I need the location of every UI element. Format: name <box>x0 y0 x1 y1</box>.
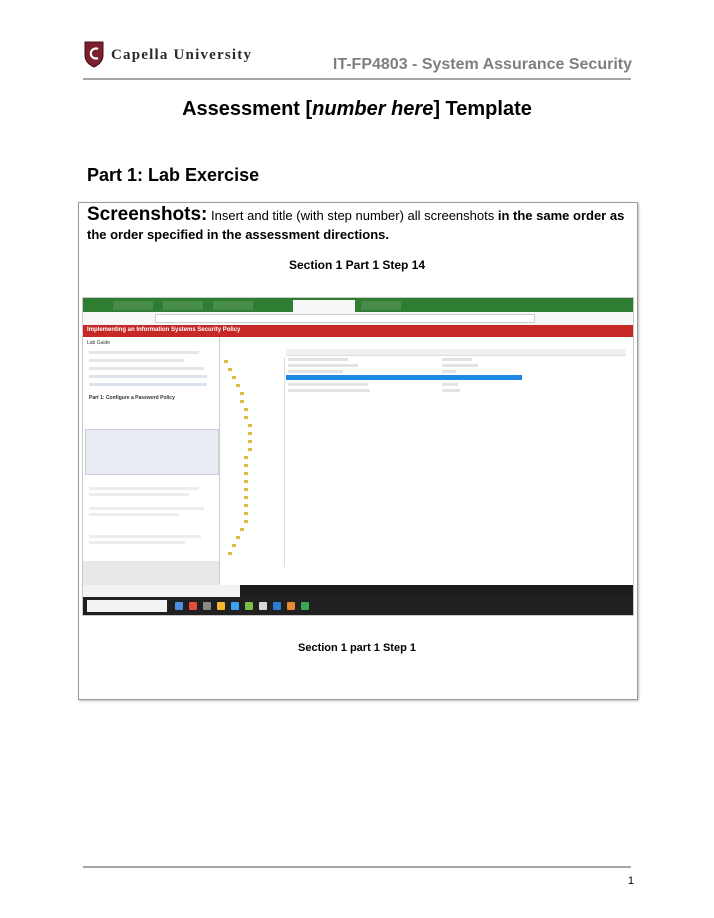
taskbar-search <box>87 600 167 612</box>
policy-tree <box>222 357 285 567</box>
title-suffix: ] Template <box>433 98 532 120</box>
university-name: Capella University <box>111 47 253 63</box>
course-code: IT-FP4803 - System Assurance Security <box>332 56 632 73</box>
windows-taskbar <box>83 597 633 615</box>
page-number: 1 <box>627 875 634 887</box>
page-title <box>0 98 714 121</box>
lab-screenshot <box>82 297 634 616</box>
selected-policy-row <box>286 375 522 380</box>
url-field <box>155 314 535 323</box>
header-rule <box>83 78 631 80</box>
caption-first: Section 1 Part 1 Step 14 <box>288 258 426 272</box>
lab-guide-subheading: Part 1: Configure a Password Policy <box>89 395 175 401</box>
vm-toolbar <box>240 585 633 597</box>
title-prefix: Assessment [ <box>182 98 313 120</box>
lab-guide-heading: Lab Guide <box>87 340 111 346</box>
title-placeholder: number here <box>312 98 434 120</box>
shield-icon <box>83 40 105 68</box>
policy-grid <box>286 349 626 409</box>
screenshots-emphasis: in the same order as the order specified in the assessment directions. <box>87 208 625 242</box>
screenshots-instruction: Insert and title (with step number) all screenshots <box>211 208 495 223</box>
browser-address-bar <box>83 312 633 326</box>
lab-guide-pane <box>83 337 220 585</box>
group-policy-editor <box>220 337 633 585</box>
caption-second: Section 1 part 1 Step 1 <box>298 642 416 654</box>
part1-heading: Part 1: Lab Exercise <box>87 165 260 185</box>
lab-banner <box>83 325 633 337</box>
footer-rule <box>83 866 631 868</box>
screenshots-label: Screenshots: <box>87 204 208 225</box>
lab-guide-dialog <box>85 429 219 475</box>
lab-guide-footer <box>83 561 219 585</box>
lab-banner-title: Implementing an Information Systems Security Policy <box>87 327 241 333</box>
screenshots-instructions <box>87 205 627 244</box>
browser-tab-bar <box>83 298 633 312</box>
capella-logo <box>83 40 283 72</box>
